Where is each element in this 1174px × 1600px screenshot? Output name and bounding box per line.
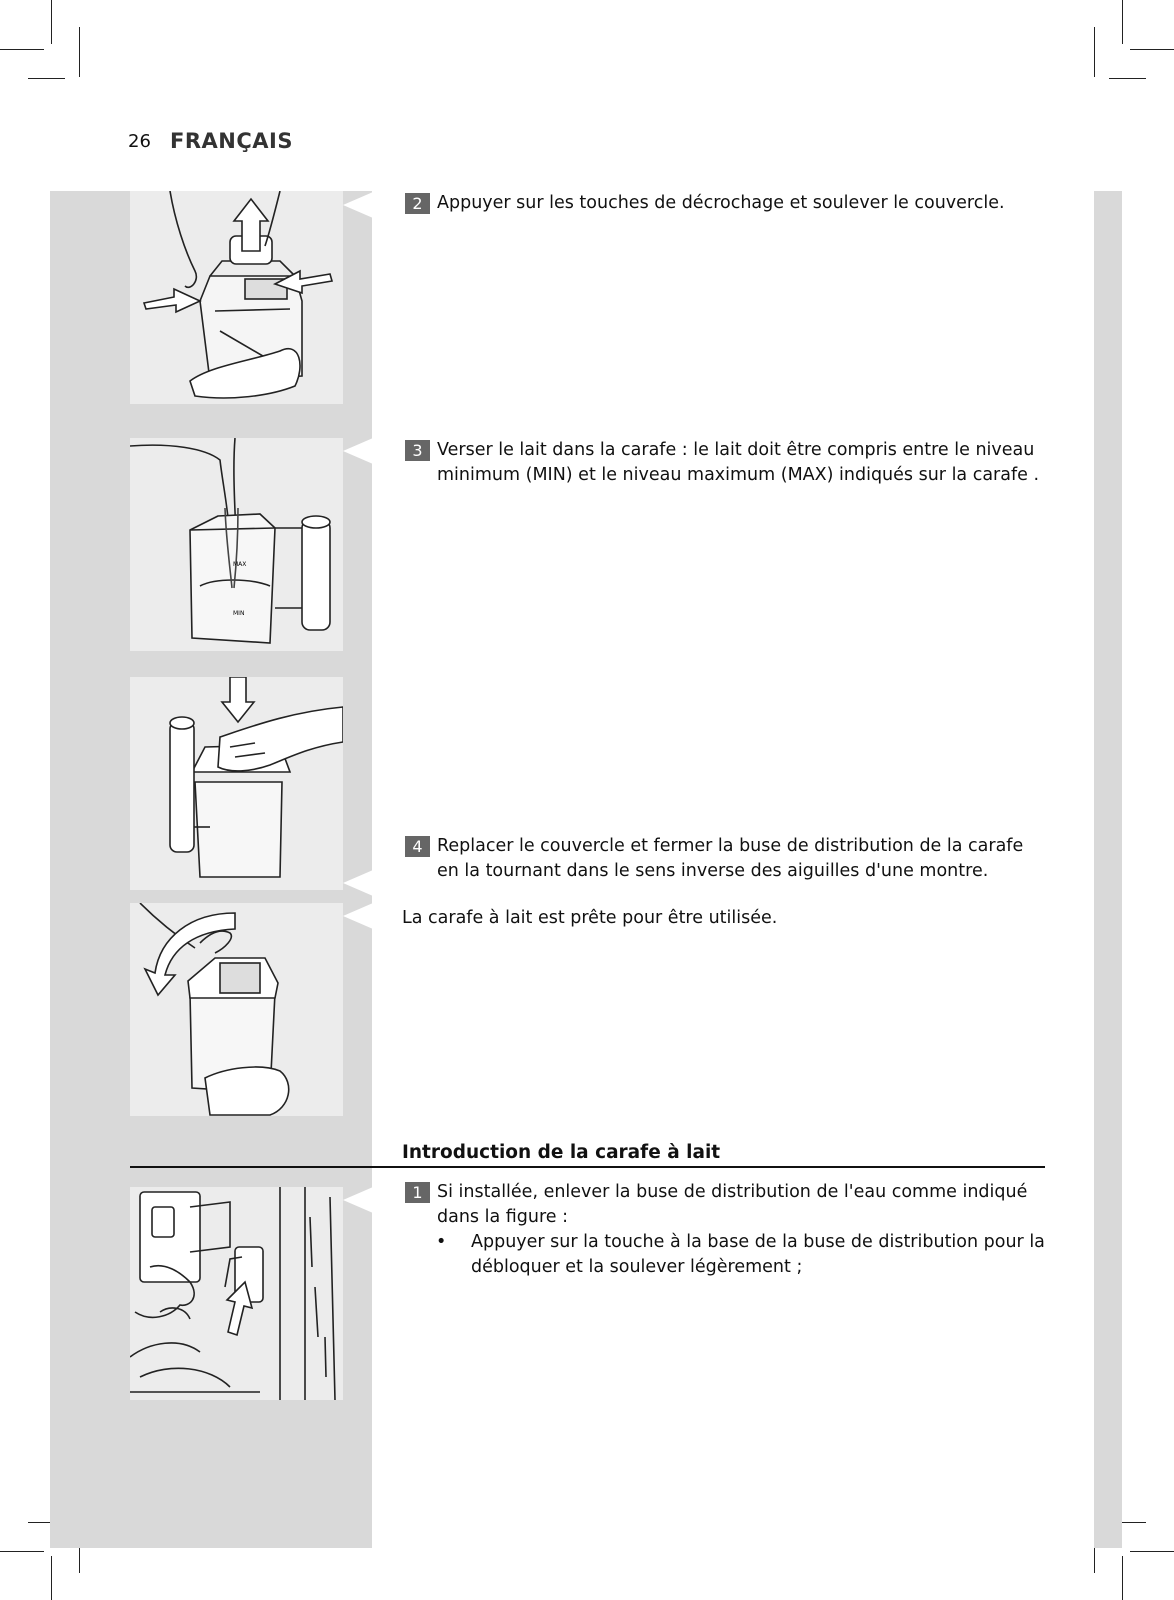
crop-mark — [0, 49, 44, 50]
crop-mark — [1122, 0, 1123, 44]
result-text: La carafe à lait est prête pour être utilisée. — [402, 908, 778, 928]
step-text: Si installée, enlever la buse de distribution de l'eau comme indiqué dans la figure : — [437, 1182, 1028, 1227]
step-number-badge: 3 — [405, 440, 430, 461]
figure-close-spout — [130, 903, 343, 1116]
step-number-badge: 4 — [405, 836, 430, 857]
crop-mark — [1130, 49, 1174, 50]
figure-pointer — [343, 903, 373, 929]
step-text: Appuyer sur les touches de décrochage et soulever le couvercle. — [437, 193, 1005, 213]
instruction-step — [405, 191, 1045, 216]
figure-place-lid — [130, 677, 343, 890]
figure-max-label: MAX — [233, 561, 247, 568]
figure-lift-lid — [130, 191, 343, 404]
figure-pointer — [343, 870, 373, 896]
crop-mark — [79, 27, 80, 77]
figure-pour-milk — [130, 438, 343, 651]
section-heading: Introduction de la carafe à lait — [402, 1142, 721, 1163]
instruction-step — [405, 834, 1045, 884]
crop-mark — [28, 78, 65, 79]
step-number-badge: 1 — [405, 1182, 430, 1203]
figure-pointer — [343, 438, 373, 464]
page-number: 26 — [128, 131, 151, 152]
crop-mark — [0, 1551, 44, 1552]
instruction-step — [405, 438, 1045, 488]
crop-mark — [51, 1556, 52, 1600]
crop-mark — [1130, 1551, 1174, 1552]
crop-mark — [51, 0, 52, 44]
crop-mark — [1094, 27, 1095, 77]
figure-remove-water-spout — [130, 1187, 343, 1400]
step-text: Verser le lait dans la carafe : le lait doit être compris entre le niveau minimum (MIN) et le niveau maximum (MAX) indiqués sur la carafe . — [437, 440, 1040, 485]
instruction-step — [405, 1180, 1045, 1230]
bullet-text: Appuyer sur la touche à la base de la buse de distribution pour la débloquer et la soulever légèrement ; — [471, 1232, 1045, 1277]
page-title: FRANÇAIS — [170, 129, 293, 153]
figure-pointer — [343, 192, 373, 218]
margin-band — [1094, 191, 1122, 1548]
figure-pointer — [343, 1187, 373, 1213]
crop-mark — [1109, 78, 1146, 79]
crop-mark — [1122, 1556, 1123, 1600]
step-text: Replacer le couvercle et fermer la buse de distribution de la carafe en la tournant dans le sens inverse des aiguilles d'une montre. — [437, 836, 1024, 881]
figure-min-label: MIN — [233, 610, 245, 617]
step-number-badge: 2 — [405, 193, 430, 214]
section-divider — [130, 1166, 1045, 1168]
bullet-marker: • — [436, 1232, 447, 1252]
